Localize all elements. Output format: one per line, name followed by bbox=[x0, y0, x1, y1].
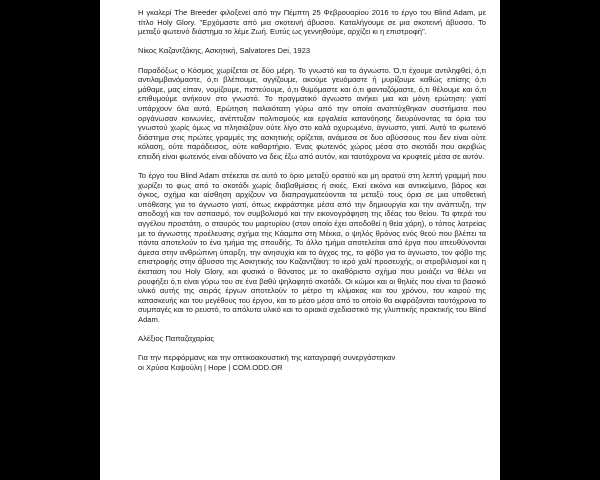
credits-block bbox=[138, 353, 486, 372]
body-paragraph-2: Το έργο του Blind Adam στέκεται σε αυτό το όριο μεταξύ ορατού και μη ορατού στη λεπτή γραμμή που χωρίζει το φως από το σκοτάδι χωρίς διαβαθμίσεις ή σκιές. Εκεί εικόνα και αντικείμενο, βάρος και όγκος, σχήμα και αίσθηση αρχίζουν να διαπραγματεύονται τα μεταξύ τους όρια σε μια υποθετική υπόθεσης για το άγνωστο γιατί, όπως εκφράστηκε μέσα από την δημιουργία και την ανάπτυξη, την αποδοχή και τον ασπασμό, τον συμβολισμό και την εικονογράφηση της ιδέας του θείου. Τα φτερά του αγγέλου προστάτη, ο σταυρός του μαρτυρίου (στον οποίο έχει αποδοθεί η θεία χάρη), ο τόπος λατρείας με το άγνωστης προέλευσης σχήμα της Κάαμπα στη Μέκκα, ο ψηλός θρόνος ενός θεού που βλέπει τα πάντα αποτελούν το ένα τμήμα της σπουδής. Το άλλο τμήμα αποτελείται από έργα που απευθύνονται άμεσα στην ανθρώπινη ύπαρξη, την ανησυχία και το άγχος της, το φόβο για το άγνωστο, τον φόβο της επιστροφής στην άβυσσο της Ασκητικής του Καζαντζάκη: το ιερό χαλί προσευχής, οι στροβιλισμοί και η έκσταση του Holy Glory, και φυσικά ο θάνατος με το ακαθόριστο σχήμα που μοιάζει να θέλει να ρουφήξει ό,τι είναι γύρω του σε ένα βαθύ ψηλαφητό σκοτάδι. Οι κώμοι και οι θηλιές που είναι το βασικό υλικό αυτής της σειράς έργων αποτελούν το μέτρο τη κλίμακας και του χρόνου, του καιρού της κατασκευής και του μεγέθους του έργου, και το μέσο μέσα από το οποίο θα εκφράζονται ταυτόχρονα το συμπαγές και το ρευστό, το απόλυτα υλικό και το οριακά σχεδιαστικό της γλυπτικής πρακτικής του Blind Adam. bbox=[138, 171, 486, 324]
signature-line: Αλέξιος Παπαζαχαρίας bbox=[138, 334, 215, 344]
intro-quote: "Ερχόμαστε από μια σκοτεινή άβυσσο. Καταλήγουμε σε μια σκοτεινή άβυσσο. Το μεταξύ φωτεινό διάστημα το λέμε Ζωή. Ευτύς ως γεννηθούμε, αρχίζει κι η επιστροφή". bbox=[138, 17, 486, 37]
credits-line-2: οι Χρύσα Καψούλη | Hope | COM.ODD.OR bbox=[138, 362, 283, 372]
attribution-line: Νίκος Καζαντζάκης, Ασκητική, Salvatores Dei, 1923 bbox=[138, 46, 311, 56]
body-paragraph-1: Παραδόξως ο Κόσμος χωρίζεται σε δύο μέρη. Το γνωστό και το άγνωστο. Ό,τι έχουμε αντιληφθεί, ό,τι αντιλαμβανόμαστε, ό,τι βλέπουμε, αγγίζουμε, ακούμε γευόμαστε ή μυρίζουμε καθώς επίσης ό,τι μάθαμε, μας είπαν, νομίζουμε, πιστεύουμε, ό,τι θυμόμαστε και ό,τι φανταζόμαστε, ό,τι θέλουμε και ό,τι επιθυμούμε ανήκουν στο γνωστό. Το πραγματικό άγνωστο ανήκει μια και μόνη ερώτηση: γιατί υπάρχουν όλα αυτά. Ερώτηση παλαιότατη γύρω από την οποία αναπτύχθηκαν συστήματα που οργάνωσαν κοινωνίες, ανέπτυξαν πολιτισμούς και εργαλεία κατανόησης διευρύνοντας τα όρια του γνωστού χωρίς όμως να πλησιάζουν ούτε λίγο στο καλά οχυρωμένο, άγνωστο, γιατί. Αυτό το φωτεινό διάστημα στις πρώτες γραμμές της ασκητικής ορίζεται, ανάμεσα σε δυο αβύσσους που δεν είναι ούτε κόλαση, ούτε παράδεισος, ούτε καθαρτήριο. Ένας φωτεινός χώρος μέσα στο σκοτάδι που ακριβώς επειδή είναι φωτεινός είναι αδύνατο να δεις έξω από αυτόν, και ταυτόχρονα να κρυφτείς μέσα σε αυτόν. bbox=[138, 65, 486, 161]
intro-line: Η γκαλερί The Breeder φιλοξενεί από την Πέμπτη 25 Φεβρουαρίου 2016 το έργο του Blind Adam, με τίτλο Holy Glory. bbox=[138, 8, 486, 27]
intro-paragraph bbox=[138, 8, 486, 37]
document-page bbox=[100, 0, 500, 480]
credits-line-1: Για την περφόρμανς και την οπτικοακουστική της καταγραφή συνεργάστηκαν bbox=[138, 353, 396, 363]
